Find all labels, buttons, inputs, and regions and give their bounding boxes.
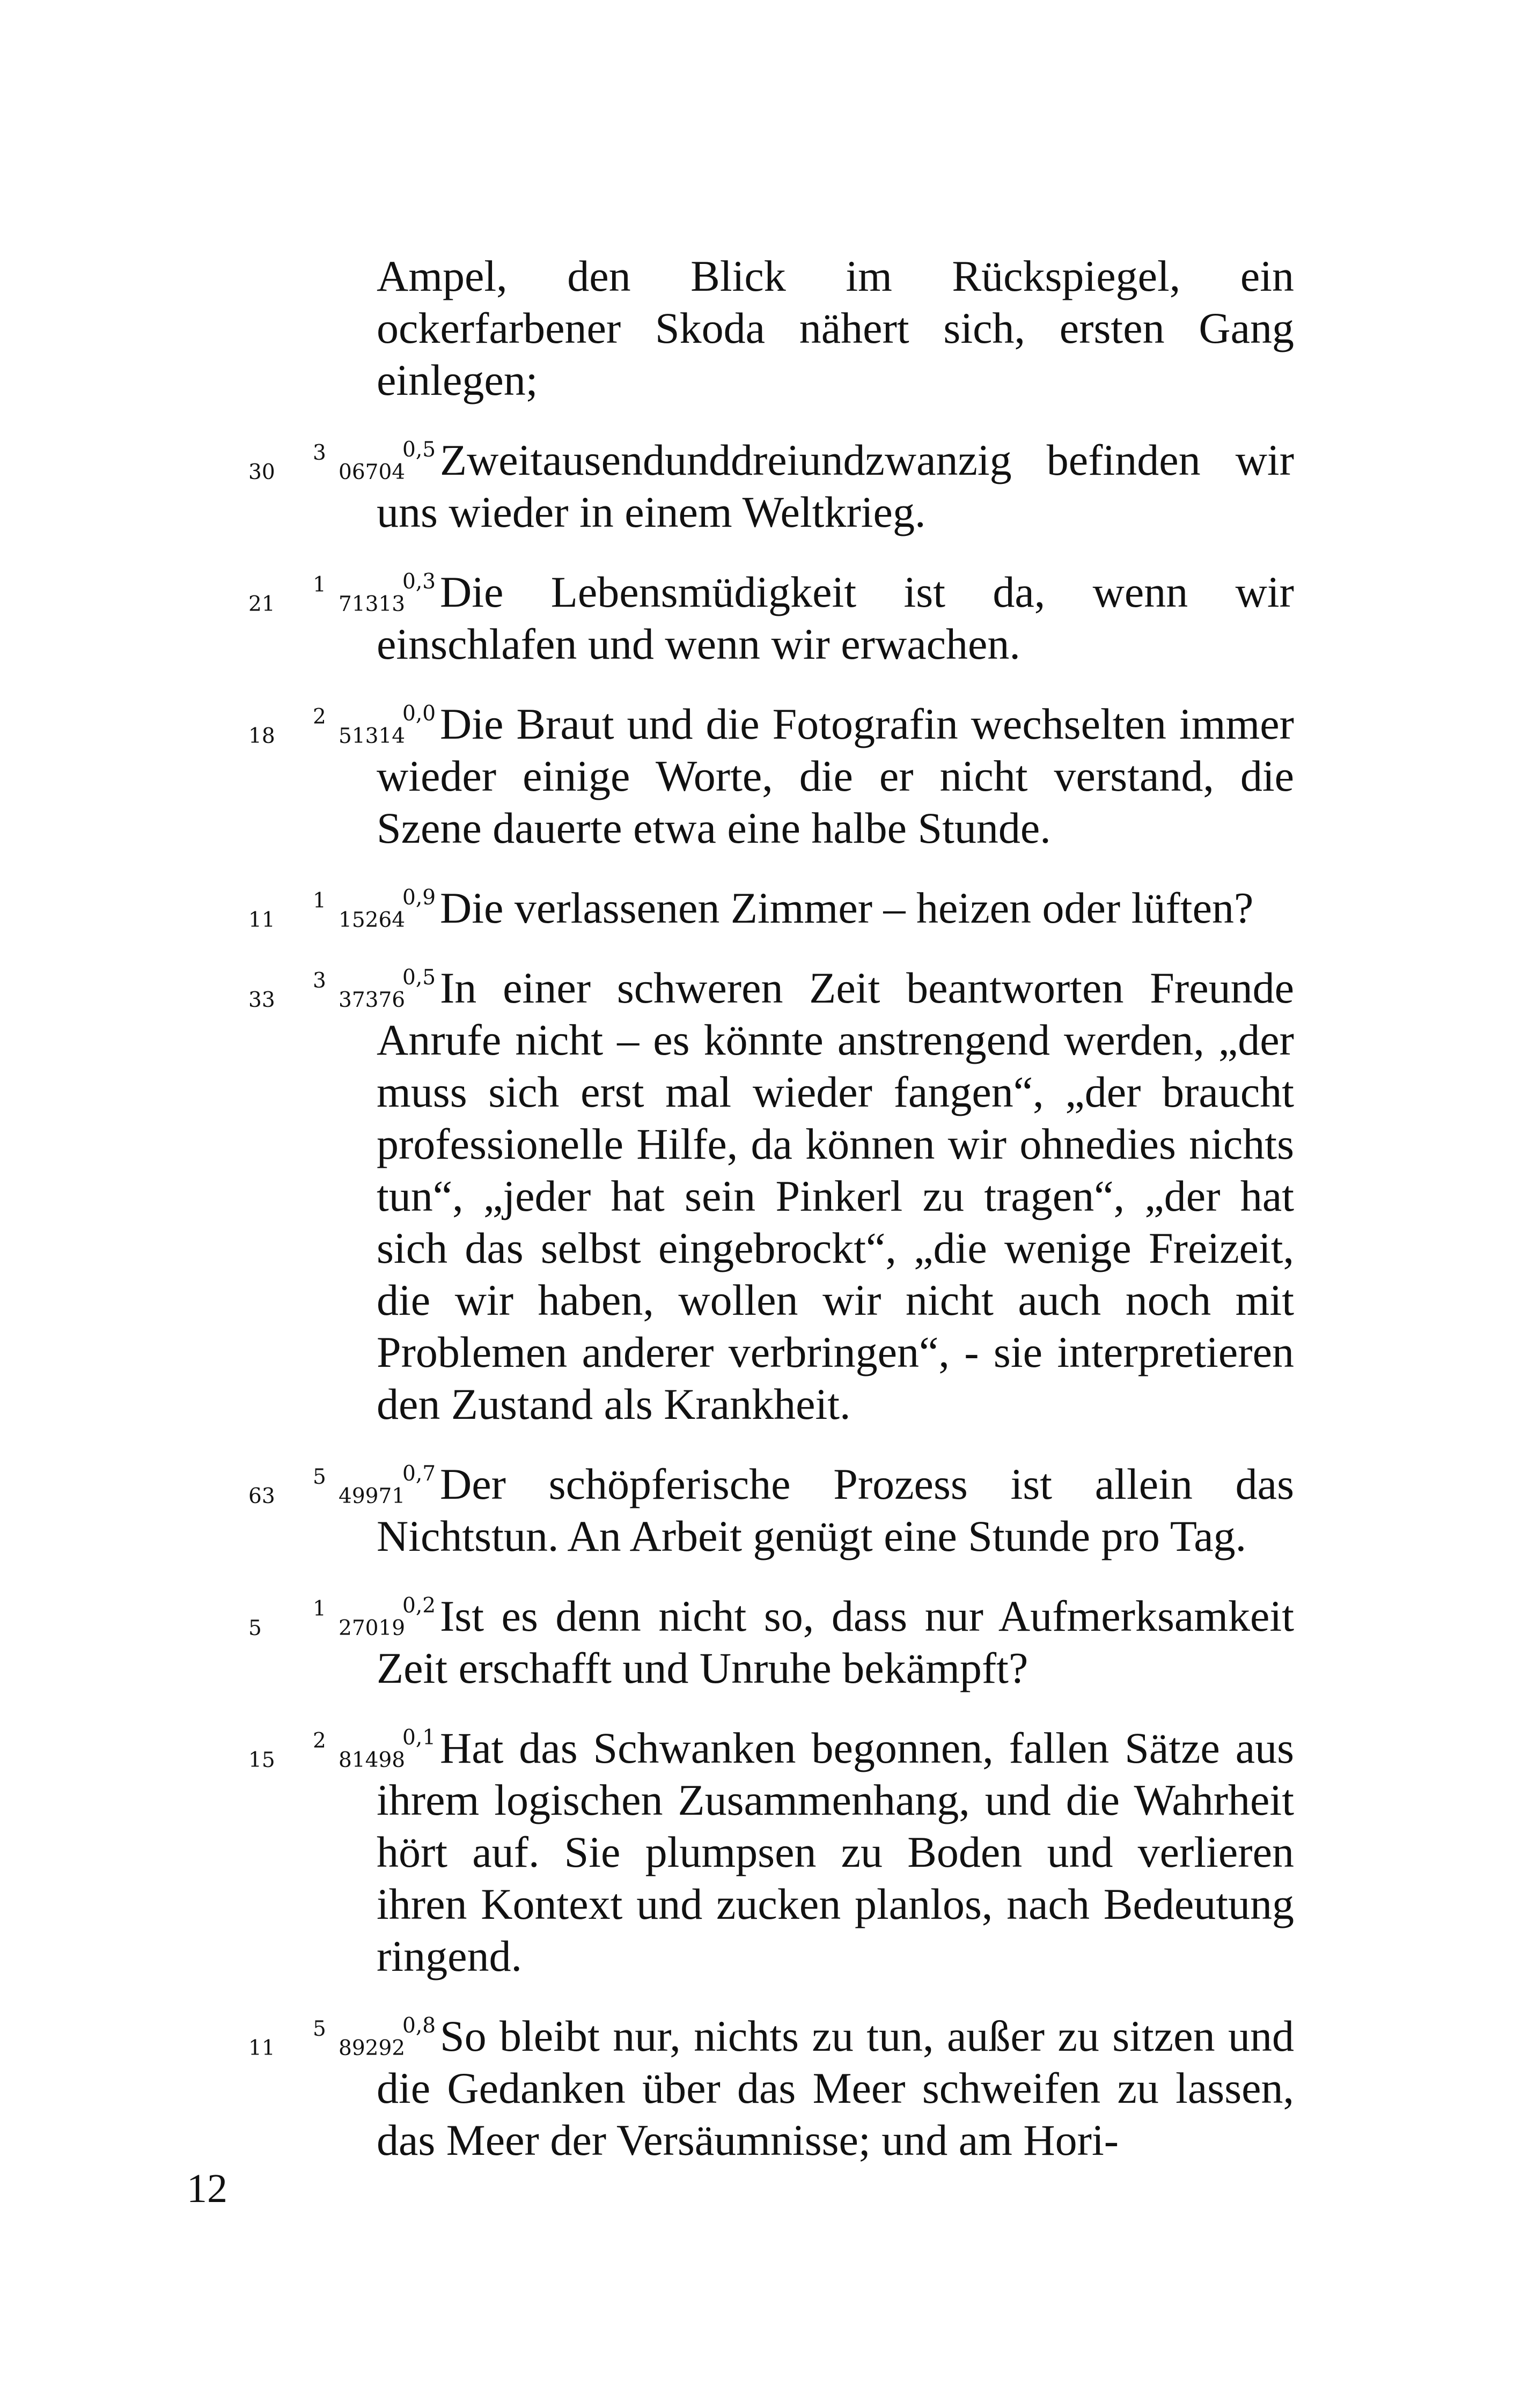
margin-note-code: 27019: [339, 1616, 406, 1640]
paragraph-text: Ampel, den Blick im Rückspiegel, ein ockerfarbener Skoda nähert sich, ersten Gang einlegen;: [377, 252, 1294, 404]
margin-note-value: 0,5: [402, 966, 436, 990]
margin-note-value: 0,9: [402, 886, 436, 910]
paragraph-text: Die Braut und die Fotografin wechselten immer wieder einige Worte, die er nicht verstand, die Szene dauerte etwa eine halbe Stunde.: [377, 699, 1294, 852]
continuation-paragraph: [377, 250, 1294, 406]
page-number: 12: [187, 2166, 227, 2211]
entry-paragraph: [248, 1722, 1294, 1982]
paragraph-text: Die Lebensmüdigkeit ist da, wenn wir einschlafen und wenn wir erwachen.: [377, 568, 1294, 668]
margin-note-code: 06704: [339, 460, 406, 484]
entry-paragraph: [248, 962, 1294, 1430]
paragraph-text: Ist es denn nicht so, dass nur Aufmerksamkeit Zeit erschafft und Unruhe bekämpft?: [377, 1592, 1294, 1692]
margin-note-superscript: 1: [313, 1597, 326, 1621]
margin-note-code: 49971: [339, 1484, 406, 1508]
margin-note-value: 0,2: [402, 1594, 436, 1618]
margin-note-superscript: 5: [313, 1465, 326, 1489]
margin-note-value: 0,7: [402, 1462, 436, 1486]
entry-paragraph: [248, 434, 1294, 538]
margin-note-value: 0,1: [402, 1726, 436, 1750]
margin-note-superscript: 3: [313, 441, 326, 465]
margin-note-superscript: 5: [313, 2017, 326, 2041]
margin-note-superscript: 2: [313, 1729, 326, 1753]
paragraph-text: So bleibt nur, nichts zu tun, außer zu sitzen und die Gedanken über das Meer schweifen zu lassen, das Meer der Versäumnisse; und am Hori-: [377, 2012, 1294, 2164]
margin-note-number: 5: [248, 1616, 262, 1640]
margin-note-number: 21: [248, 592, 275, 616]
margin-note-code: 71313: [339, 592, 406, 616]
paragraph-text: Zweitausendunddreiundzwanzig befinden wir uns wieder in einem Weltkrieg.: [377, 436, 1294, 536]
margin-note-code: 81498: [339, 1748, 406, 1772]
margin-note-value: 0,3: [402, 570, 436, 594]
paragraph-text: In einer schweren Zeit beantworten Freunde Anrufe nicht – es könnte anstrengend werden, „der muss sich erst mal wieder fangen“, „der braucht professionelle Hilfe, da können wir ohnedies nichts tun“, „jeder hat sein Pinkerl zu tragen“, „der hat sich das selbst eingebrockt“, „die wenige Freizeit, die wir haben, wollen wir nicht auch noch mit Problemen anderer verbringen“, - sie interpretieren den Zustand als Krankheit.: [377, 963, 1294, 1428]
paragraph-text: Der schöpferische Prozess ist allein das Nichtstun. An Arbeit genügt eine Stunde pro Tag.: [377, 1460, 1294, 1560]
entry-paragraph: [248, 1458, 1294, 1562]
margin-note-value: 0,8: [402, 2014, 436, 2038]
margin-note-code: 51314: [339, 724, 406, 748]
margin-note-value: 0,5: [402, 438, 436, 462]
margin-note-number: 11: [248, 908, 275, 932]
text-column: [248, 250, 1294, 2194]
margin-note-code: 15264: [339, 908, 406, 932]
paragraph-text: Die verlassenen Zimmer – heizen oder lüften?: [440, 883, 1254, 932]
margin-note-number: 63: [248, 1484, 275, 1508]
margin-note-number: 15: [248, 1748, 275, 1772]
margin-note-value: 0,0: [402, 702, 436, 726]
margin-note-code: 89292: [339, 2036, 406, 2060]
entry-paragraph: [248, 698, 1294, 854]
margin-note-number: 33: [248, 988, 275, 1012]
entry-paragraph: [248, 1590, 1294, 1694]
margin-note-code: 37376: [339, 988, 406, 1012]
margin-note-superscript: 1: [313, 573, 326, 597]
margin-note-superscript: 1: [313, 889, 326, 913]
margin-note-superscript: 3: [313, 969, 326, 993]
entry-paragraph: [248, 566, 1294, 670]
entry-paragraph: [248, 882, 1294, 934]
entry-paragraph: [248, 2010, 1294, 2166]
margin-note-number: 18: [248, 724, 275, 748]
margin-note-superscript: 2: [313, 705, 326, 729]
paragraph-text: Hat das Schwanken begonnen, fallen Sätze aus ihrem logischen Zusammenhang, und die Wahrheit hört auf. Sie plumpsen zu Boden und verlieren ihren Kontext und zucken planlos, nach Bedeutung ringend.: [377, 1724, 1294, 1980]
margin-note-number: 11: [248, 2036, 275, 2060]
margin-note-number: 30: [248, 460, 275, 484]
